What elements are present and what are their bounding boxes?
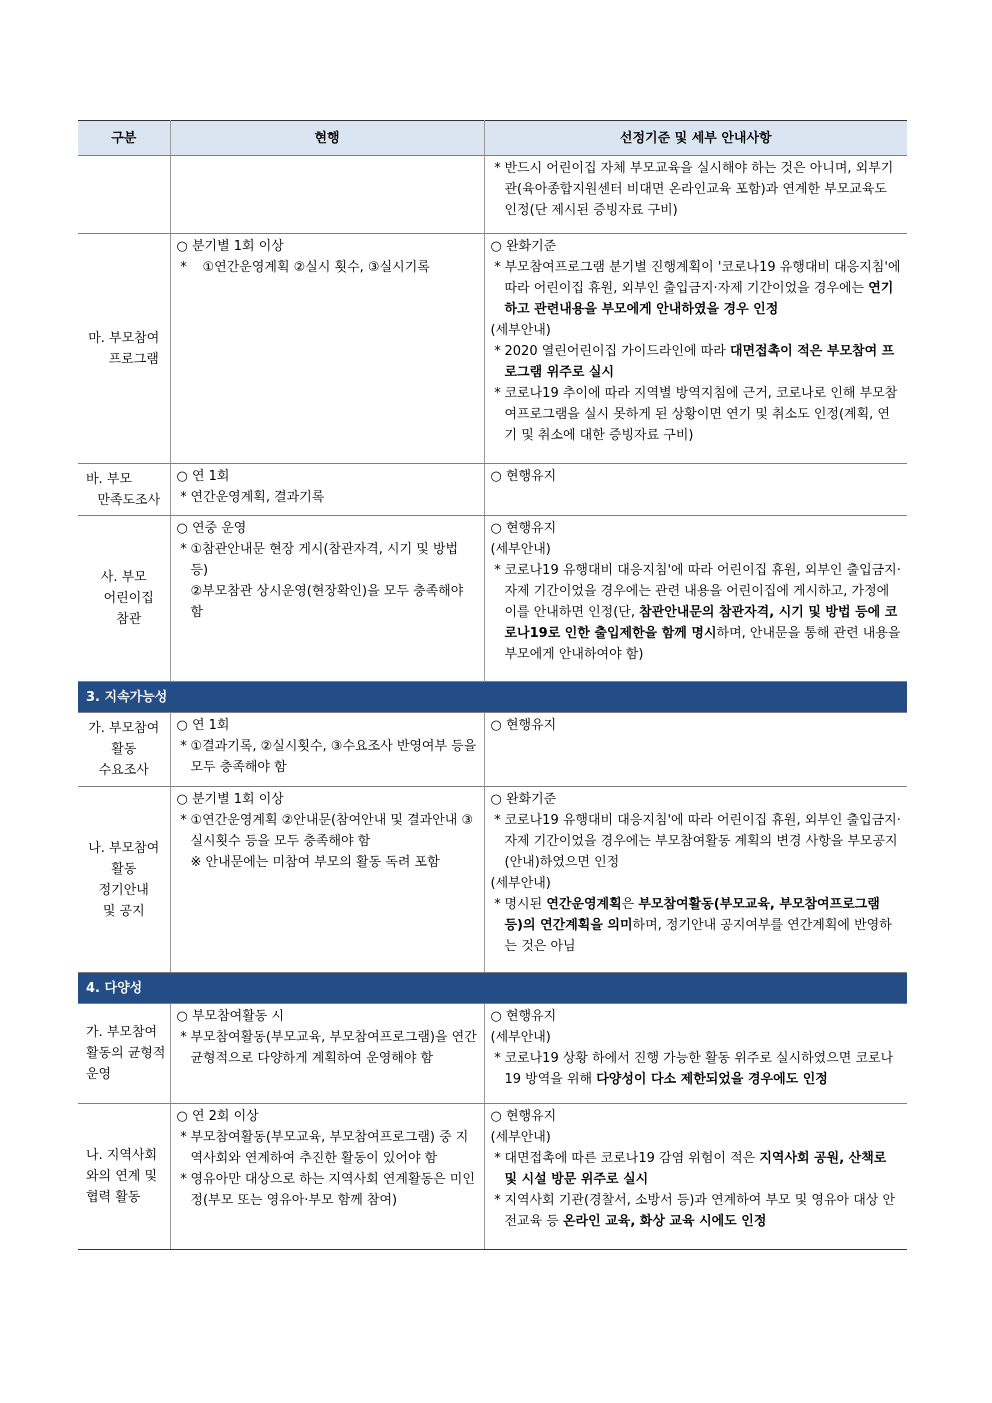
category-cell: [78, 156, 170, 234]
table-row: [78, 464, 907, 516]
current-cell: ○ 연중 운영 * ①참관안내문 현장 게시(참관자격, 시기 및 방법 등) ②부모참관 상시운영(현장확인)을 모두 충족해야 함: [170, 516, 484, 682]
table-row: [78, 516, 907, 682]
table-row: [78, 156, 907, 234]
category-cell: 나. 부모참여 활동 정기안내 및 공지: [78, 787, 170, 973]
criteria-cell: ○ 현행유지: [484, 713, 907, 787]
category-cell: 가. 부모참여 활동 수요조사: [78, 713, 170, 787]
criteria-cell: ○ 현행유지: [484, 464, 907, 516]
table-row: [78, 1104, 907, 1250]
section-header-sustainability: [78, 682, 907, 713]
header-category: 구분: [78, 121, 170, 156]
current-cell: ○ 분기별 1회 이상 * ①연간운영계획 ②안내문(참여안내 및 결과안내 ③실시횟수 등을 모두 충족해야 함 ※ 안내문에는 미참여 부모의 활동 독려 포함: [170, 787, 484, 973]
current-cell: [170, 156, 484, 234]
current-cell: ○ 연 2회 이상 * 부모참여활동(부모교육, 부모참여프로그램) 중 지역사회와 연계하여 추진한 활동이 있어야 함 * 영유아만 대상으로 하는 지역사회 연계활동은 미인정(부모 또는 영유아·부모 함께 참여): [170, 1104, 484, 1250]
current-cell: ○ 부모참여활동 시 * 부모참여활동(부모교육, 부모참여프로그램)을 연간 균형적으로 다양하게 계획하여 운영해야 함: [170, 1004, 484, 1104]
category-cell: 나. 지역사회와의 연계 및 협력 활동: [78, 1104, 170, 1250]
criteria-cell: ○ 현행유지 (세부안내) * 코로나19 유행대비 대응지침'에 따라 어린이집 휴원, 외부인 출입금지·자제 기간이었을 경우에는 관련 내용을 어린이집에 게시하고, 가정에 이를 안내하면 인정(단, 참관안내문의 참관자격, 시기 및 방법 등에 코로나19로 인한 출입제한을 함께 명시하며, 안내문을 통해 관련 내용을 부모에게 안내하여야 함): [484, 516, 907, 682]
criteria-cell: ○ 완화기준 * 코로나19 유행대비 대응지침'에 따라 어린이집 휴원, 외부인 출입금지·자제 기간이었을 경우에는 부모참여활동 계획의 변경 사항을 부모공지(안내)하였으면 인정 (세부안내) * 명시된 연간운영계획은 부모참여활동(부모교육, 부모참여프로그램 등)의 연간계획을 의미하며, 정기안내 공지여부를 연간계획에 반영하는 것은 아님: [484, 787, 907, 973]
current-cell: ○ 연 1회 * 연간운영계획, 결과기록: [170, 464, 484, 516]
header-current: 현행: [170, 121, 484, 156]
criteria-table: [78, 120, 907, 1250]
criteria-cell: ○ 현행유지 (세부안내) * 대면접촉에 따른 코로나19 감염 위험이 적은 지역사회 공원, 산책로 및 시설 방문 위주로 실시 * 지역사회 기관(경찰서, 소방서 등)과 연계하여 부모 및 영유아 대상 안전교육 등 온라인 교육, 화상 교육 시에도 인정: [484, 1104, 907, 1250]
table-row: [78, 234, 907, 464]
table-row: [78, 713, 907, 787]
section-header-diversity: [78, 973, 907, 1004]
category-cell: 바. 부모 만족도조사: [78, 464, 170, 516]
table-row: [78, 787, 907, 973]
criteria-cell: * 반드시 어린이집 자체 부모교육을 실시해야 하는 것은 아니며, 외부기관(육아종합지원센터 비대면 온라인교육 포함)과 연계한 부모교육도 인정(단 제시된 증빙자료 구비): [484, 156, 907, 234]
criteria-cell: ○ 현행유지 (세부안내) * 코로나19 상황 하에서 진행 가능한 활동 위주로 실시하였으면 코로나19 방역을 위해 다양성이 다소 제한되었을 경우에도 인정: [484, 1004, 907, 1104]
current-cell: ○ 연 1회 * ①결과기록, ②실시횟수, ③수요조사 반영여부 등을 모두 충족해야 함: [170, 713, 484, 787]
category-cell: 가. 부모참여 활동의 균형적 운영: [78, 1004, 170, 1104]
table-header: [78, 121, 907, 156]
header-criteria: 선정기준 및 세부 안내사항: [484, 121, 907, 156]
category-cell: 사. 부모 어린이집 참관: [78, 516, 170, 682]
section-title: 4. 다양성: [78, 973, 907, 1004]
criteria-cell: ○ 완화기준 * 부모참여프로그램 분기별 진행계획이 '코로나19 유행대비 대응지침'에 따라 어린이집 휴원, 외부인 출입금지·자제 기간이었을 경우에는 연기하고 관련내용을 부모에게 안내하였을 경우 인정 (세부안내) * 2020 열린어린이집 가이드라인에 따라 대면접촉이 적은 부모참여 프로그램 위주로 실시 * 코로나19 추이에 따라 지역별 방역지침에 근거, 코로나로 인해 부모참여프로그램을 실시 못하게 된 상황이면 연기 및 취소도 인정(계획, 연기 및 취소에 대한 증빙자료 구비): [484, 234, 907, 464]
table-row: [78, 1004, 907, 1104]
current-cell: ○ 분기별 1회 이상 * ①연간운영계획 ②실시 횟수, ③실시기록: [170, 234, 484, 464]
category-cell: 마. 부모참여 프로그램: [78, 234, 170, 464]
section-title: 3. 지속가능성: [78, 682, 907, 713]
